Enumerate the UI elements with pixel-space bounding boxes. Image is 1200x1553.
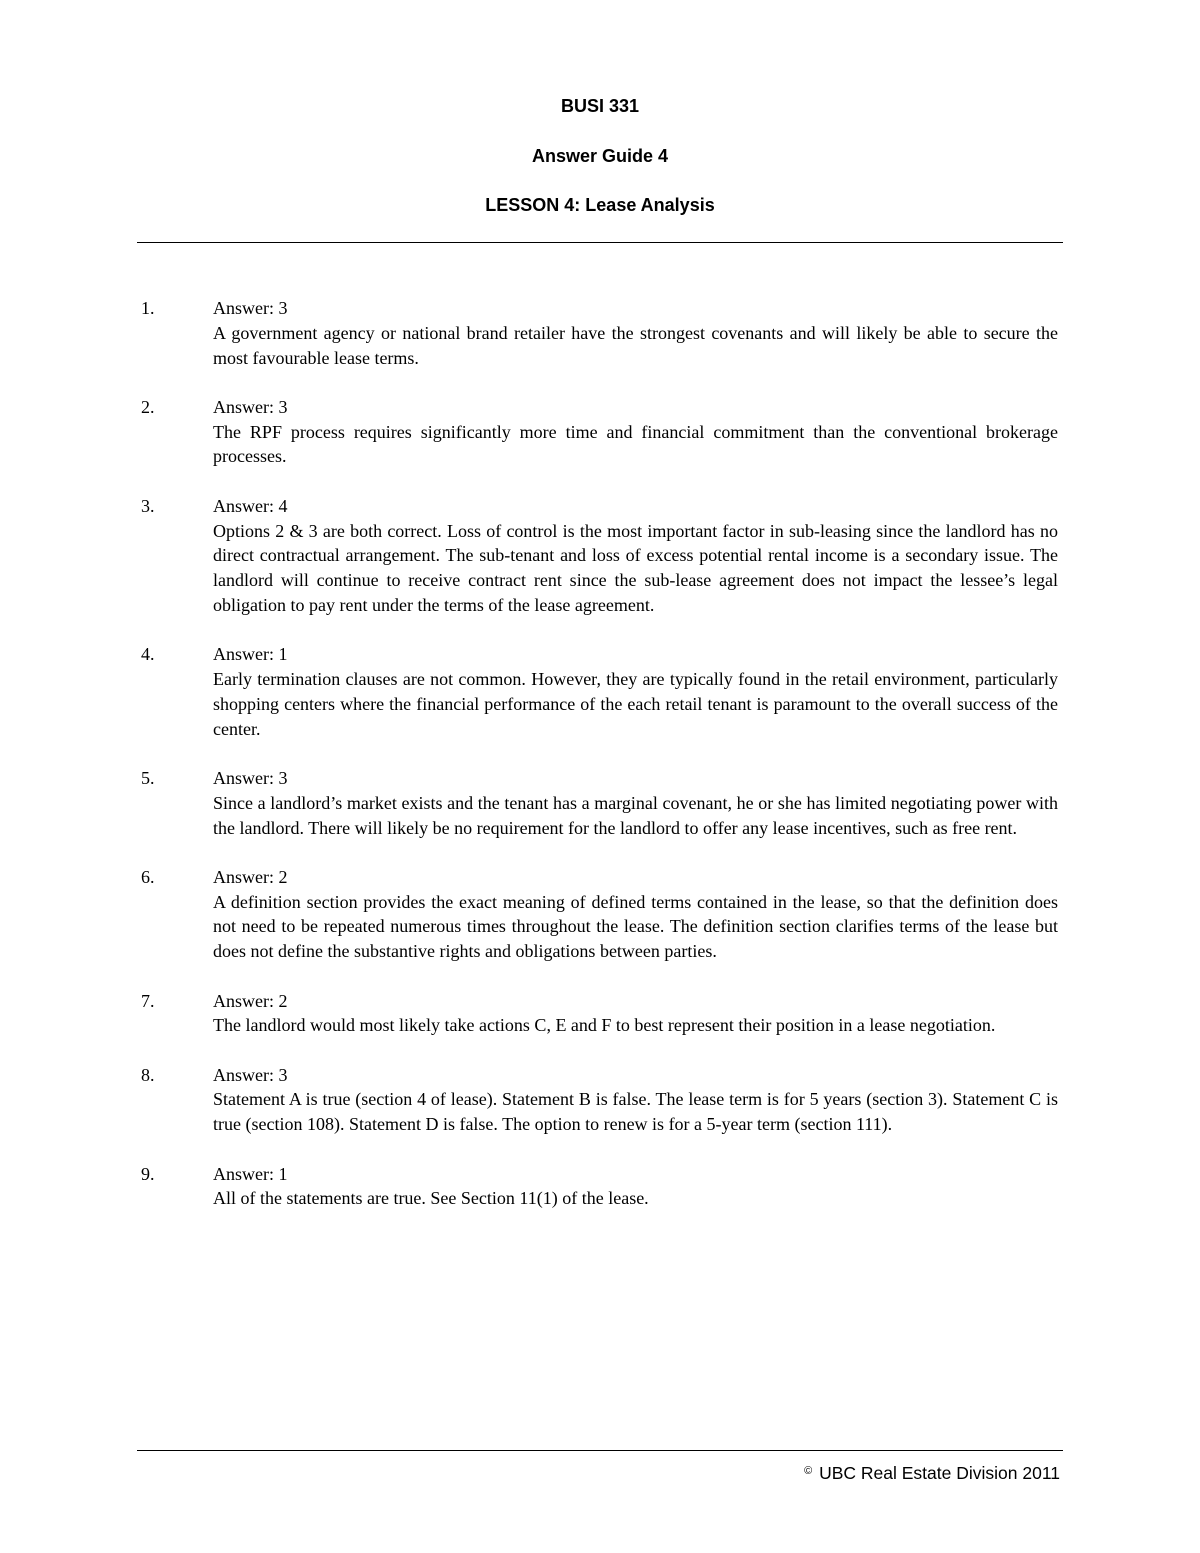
answer-explanation: A definition section provides the exact meaning of defined terms contained in the lease, so that the definition does not need to be repeated numerous times throughout the lease. The definition section clarifies terms of the lease but does not define the substantive rights and obligations between parties. [213,891,1058,962]
answer-body [213,766,1058,840]
answer-number: 3. [141,495,155,516]
answer-body [213,642,1058,741]
answer-item-8 [0,1063,1200,1137]
answer-number: 2. [141,396,155,417]
answer-body [213,989,1058,1039]
course-code: BUSI 331 [560,96,640,116]
answer-explanation: Early termination clauses are not common. However, they are typically found in the retail environment, particularly shopping centers where the financial performance of the each retail tenant is paramount to the overall success of the center. [213,669,1058,739]
answer-label: Answer: 3 [213,298,288,318]
answer-explanation: A government agency or national brand retailer have the strongest covenants and will likely be able to secure the most favourable lease terms. [213,322,1058,368]
answer-label: Answer: 3 [213,767,288,788]
answer-item-6 [0,865,1200,964]
answer-explanation: The RPF process requires significantly more time and financial commitment than the conventional brokerage processes. [213,421,1058,467]
footer-divider [137,1450,1063,1451]
answer-label: Answer: 2 [213,866,288,887]
header-divider [137,242,1063,243]
lesson-title: LESSON 4: Lease Analysis [485,195,715,215]
answer-body [213,395,1058,469]
answer-item-3 [0,494,1200,618]
answer-number: 7. [141,990,155,1011]
answer-number: 6. [141,866,155,887]
answer-explanation: All of the statements are true. See Section 11(1) of the lease. [213,1188,649,1209]
copyright-text: UBC Real Estate Division 2011 [819,1463,1060,1483]
answer-explanation: Since a landlord’s market exists and the tenant has a marginal covenant, he or she has limited negotiating power with the landlord. There will likely be no requirement for the landlord to offer any lease incentives, such as free rent. [213,792,1058,838]
answer-label: Answer: 1 [213,644,288,665]
answer-explanation: Options 2 & 3 are both correct. Loss of control is the most important factor in sub-leasing since the landlord has no direct contractual arrangement. The sub-tenant and loss of excess potential rental income is a secondary issue. The landlord will continue to receive contract rent since the sub-lease agreement does not impact the lessee’s legal obligation to pay rent under the terms of the lease agreement. [213,520,1058,615]
answer-item-5 [0,766,1200,840]
answer-item-1 [0,296,1200,370]
answer-item-2 [0,395,1200,469]
answer-label: Answer: 2 [213,990,288,1011]
answer-explanation: Statement A is true (section 4 of lease). Statement B is false. The lease term is for 5 years (section 3). Statement C is true (section 108). Statement D is false. The option to renew is for a 5-year term (section 111). [213,1089,1058,1135]
answer-body [213,865,1058,964]
copyright-footer [804,1463,1060,1484]
answer-number: 4. [141,644,155,665]
answer-label: Answer: 4 [213,495,288,516]
answer-item-7 [0,989,1200,1039]
answer-number: 8. [141,1064,155,1085]
answer-item-9 [0,1162,1200,1212]
answer-item-4 [0,642,1200,741]
answer-number: 9. [141,1163,155,1184]
answer-number: 1. [141,298,155,318]
answer-body [213,1063,1058,1137]
answer-body [213,494,1058,618]
copyright-icon: © [804,1465,813,1477]
answer-label: Answer: 3 [213,396,288,417]
answer-list [0,296,1200,1236]
answer-body [213,296,1058,370]
answer-label: Answer: 3 [213,1064,288,1085]
answer-label: Answer: 1 [213,1163,288,1184]
answer-number: 5. [141,767,155,788]
answer-body [213,1162,1058,1212]
answer-explanation: The landlord would most likely take actions C, E and F to best represent their position in a lease negotiation. [213,1015,996,1036]
guide-title: Answer Guide 4 [531,146,669,166]
